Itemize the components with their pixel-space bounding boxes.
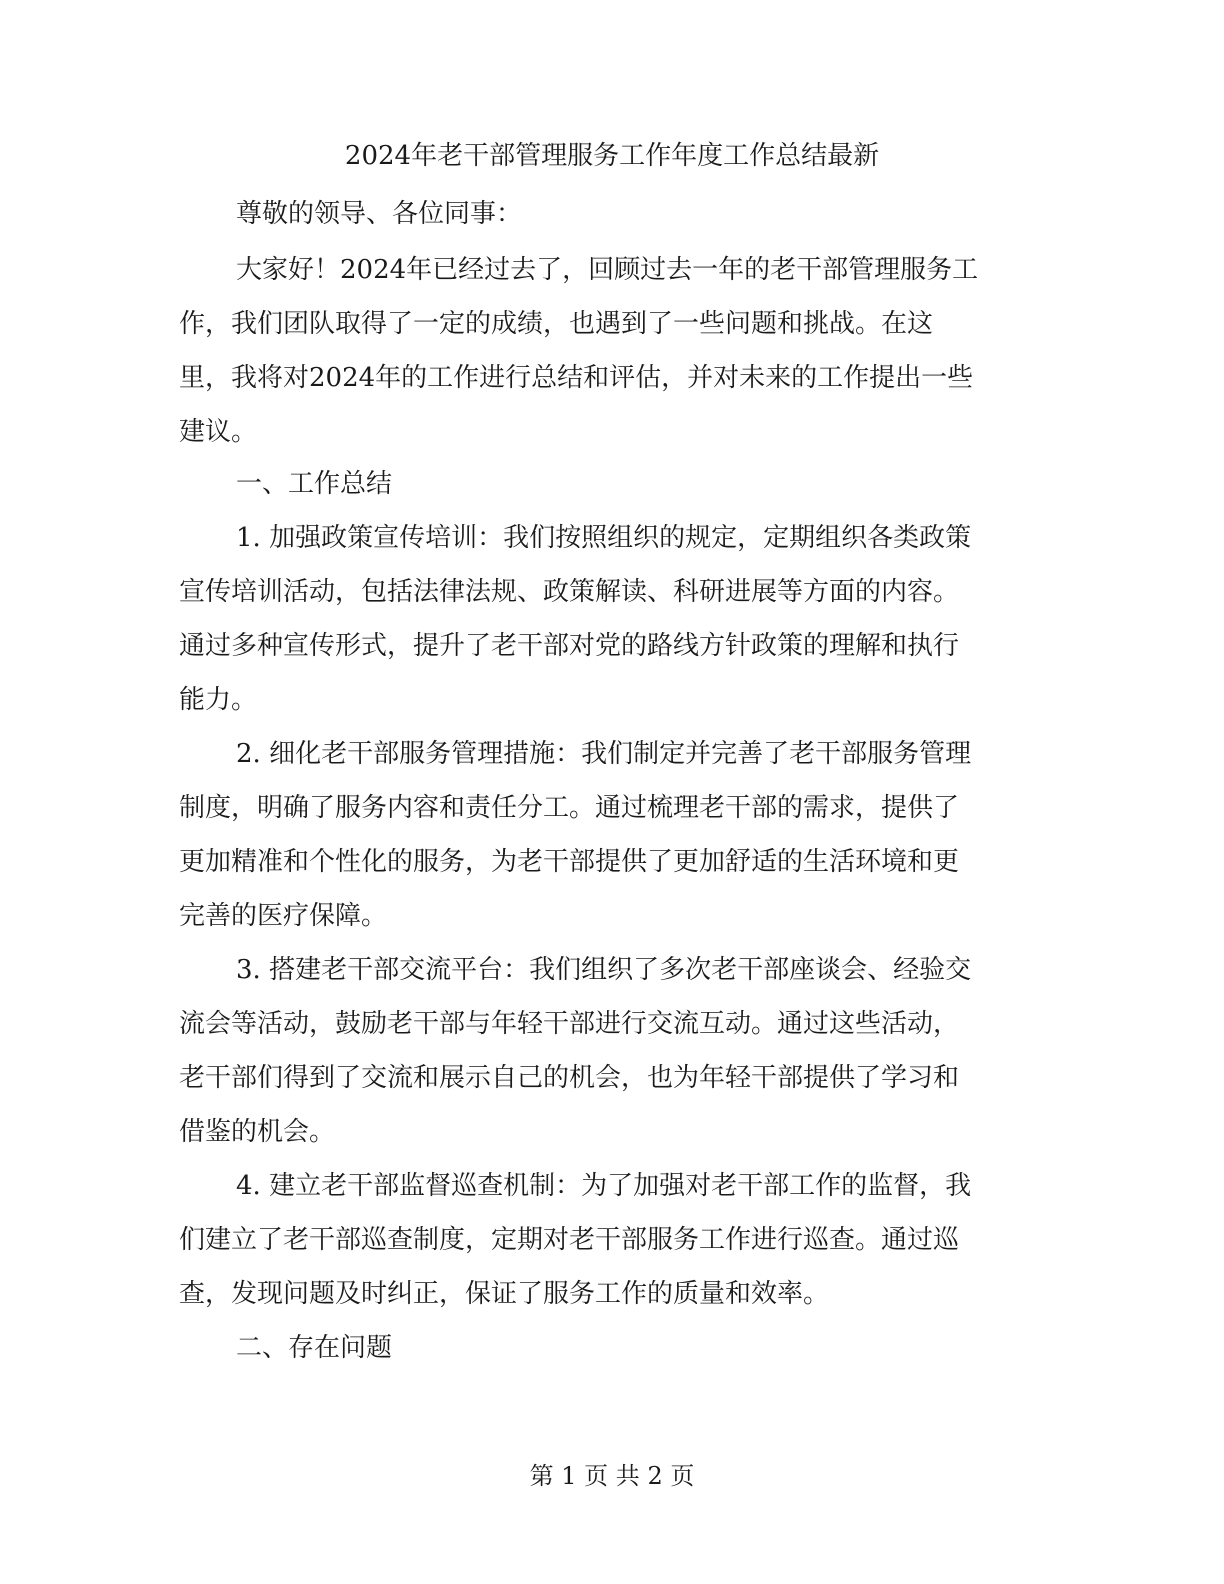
item-1-line-1: 1. 加强政策宣传培训：我们按照组织的规定，定期组织各类政策 <box>236 523 972 553</box>
section-heading-problems: 二、存在问题 <box>236 1333 393 1363</box>
section-heading-summary: 一、工作总结 <box>236 469 393 499</box>
item-4-line-2: 们建立了老干部巡查制度，定期对老干部服务工作进行巡查。通过巡 <box>179 1225 960 1255</box>
item-1-line-2: 宣传培训活动，包括法律法规、政策解读、科研进展等方面的内容。 <box>179 577 960 607</box>
item-4-line-3: 查，发现问题及时纠正，保证了服务工作的质量和效率。 <box>179 1279 830 1309</box>
intro-line-1: 大家好！2024年已经过去了，回顾过去一年的老干部管理服务工 <box>236 255 979 285</box>
page-number-footer: 第 1 页 共 2 页 <box>529 1462 695 1490</box>
item-2-line-1: 2. 细化老干部服务管理措施：我们制定并完善了老干部服务管理 <box>236 739 972 769</box>
item-1-line-4: 能力。 <box>179 685 258 715</box>
document-title: 2024年老干部管理服务工作年度工作总结最新 <box>344 141 880 171</box>
item-4-line-1: 4. 建立老干部监督巡查机制：为了加强对老干部工作的监督，我 <box>236 1171 972 1201</box>
item-2-line-3: 更加精准和个性化的服务，为老干部提供了更加舒适的生活环境和更 <box>179 847 960 877</box>
intro-line-2: 作，我们团队取得了一定的成绩，也遇到了一些问题和挑战。在这 <box>179 309 934 339</box>
item-3-line-4: 借鉴的机会。 <box>179 1117 336 1147</box>
item-3-line-2: 流会等活动，鼓励老干部与年轻干部进行交流互动。通过这些活动， <box>179 1009 960 1039</box>
item-1-line-3: 通过多种宣传形式，提升了老干部对党的路线方针政策的理解和执行 <box>179 631 960 661</box>
item-2-line-4: 完善的医疗保障。 <box>179 901 388 931</box>
intro-line-3: 里，我将对2024年的工作进行总结和评估，并对未来的工作提出一些 <box>179 363 974 393</box>
item-2-line-2: 制度，明确了服务内容和责任分工。通过梳理老干部的需求，提供了 <box>179 793 960 823</box>
item-3-line-3: 老干部们得到了交流和展示自己的机会，也为年轻干部提供了学习和 <box>179 1063 960 1093</box>
salutation: 尊敬的领导、各位同事： <box>236 199 523 229</box>
intro-line-4: 建议。 <box>179 417 258 447</box>
item-3-line-1: 3. 搭建老干部交流平台：我们组织了多次老干部座谈会、经验交 <box>236 955 972 985</box>
